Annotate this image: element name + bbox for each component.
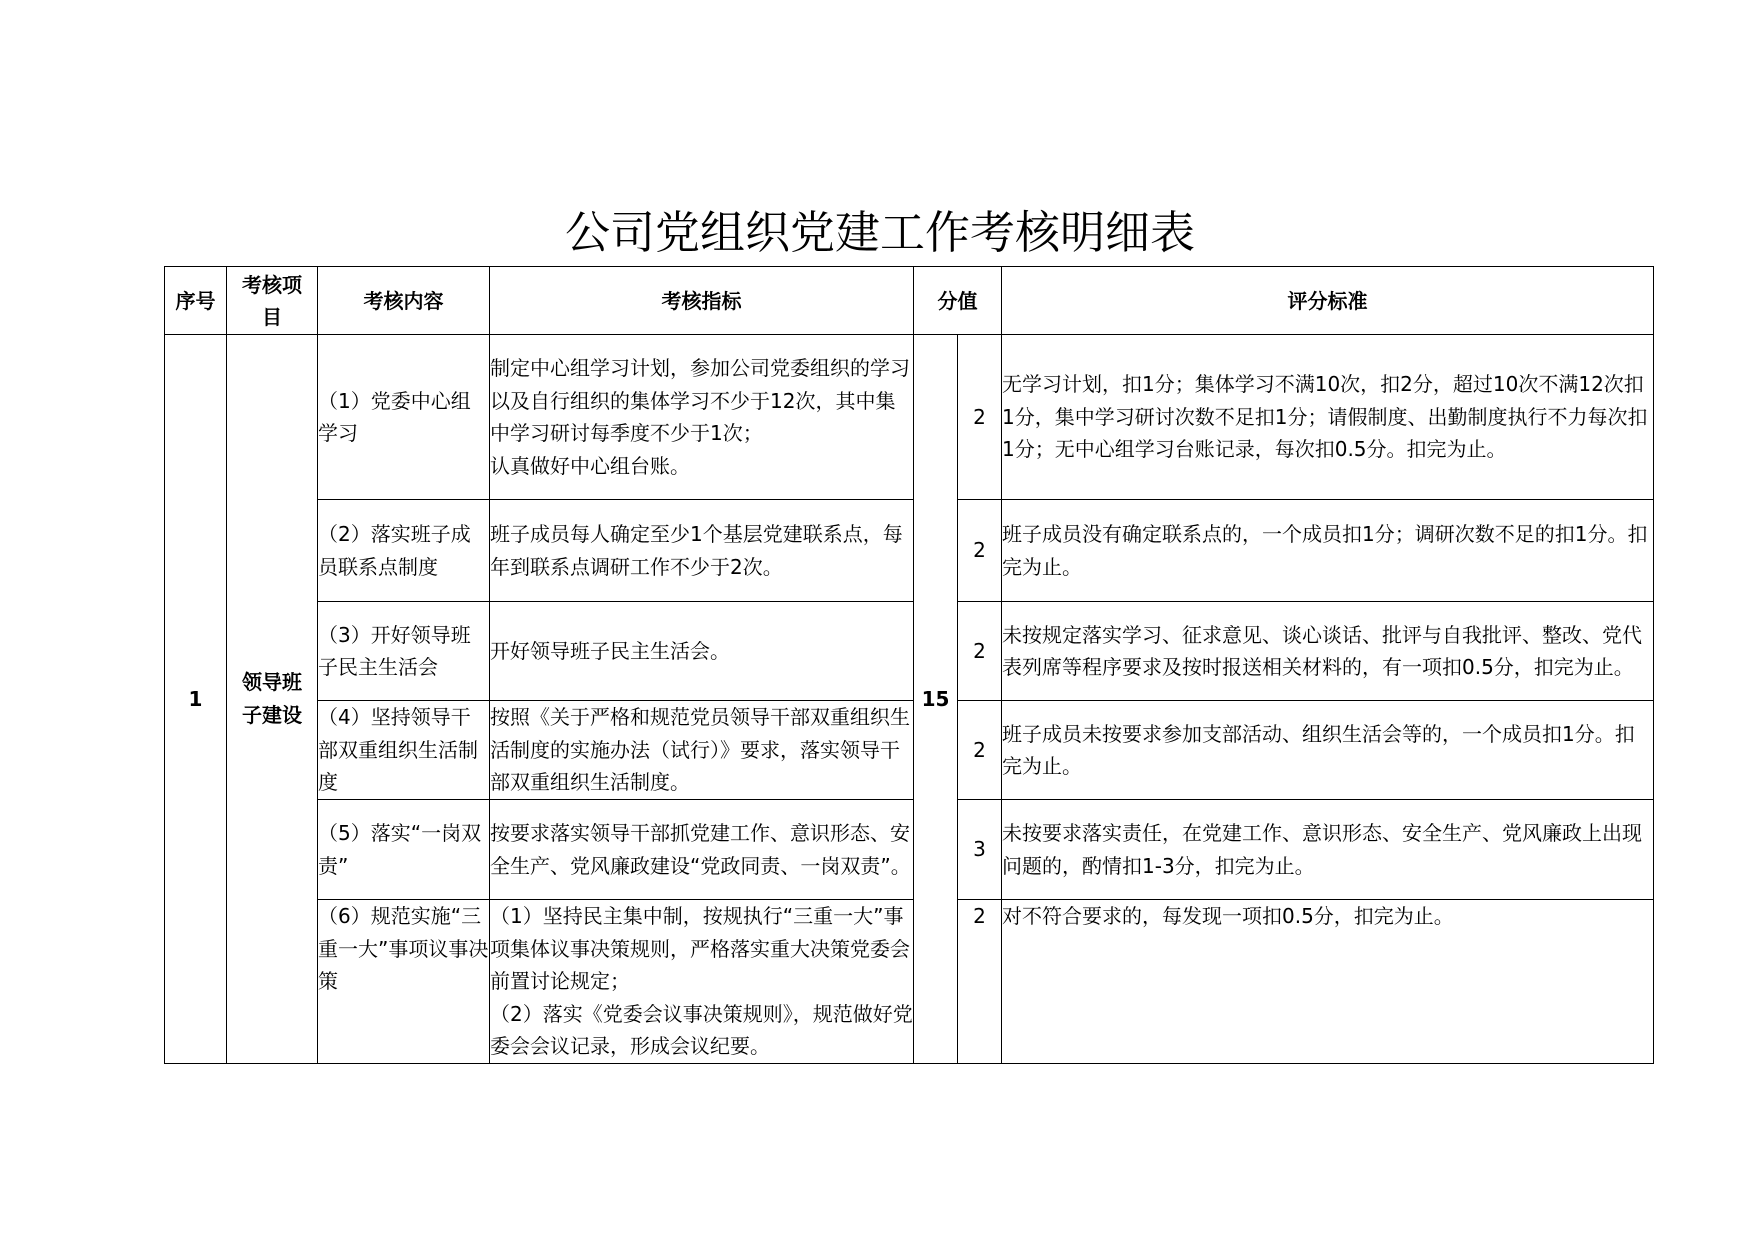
table-row — [165, 602, 1654, 701]
row-indicator — [490, 500, 914, 602]
assessment-table — [164, 266, 1654, 1064]
indicator-line: 按要求落实领导干部抓党建工作、意识形态、安全生产、党风廉政建设“党政同责、一岗双责”。 — [490, 821, 911, 878]
page-title: 公司党组织党建工作考核明细表 — [564, 206, 1195, 259]
row-score: 2 — [958, 335, 1002, 500]
row-criteria: 未按规定落实学习、征求意见、谈心谈话、批评与自我批评、整改、党代表列席等程序要求及按时报送相关材料的，有一项扣0.5分，扣完为止。 — [1002, 602, 1654, 701]
table-row — [165, 900, 1654, 1064]
header-seq: 序号 — [165, 267, 227, 335]
row-criteria: 无学习计划，扣1分；集体学习不满10次，扣2分，超过10次不满12次扣1分，集中学习研讨次数不足扣1分；请假制度、出勤制度执行不力每次扣1分；无中心组学习台账记录，每次扣0.5分。扣完为止。 — [1002, 335, 1654, 500]
table-row — [165, 800, 1654, 900]
row-score: 2 — [958, 701, 1002, 800]
section-item — [227, 335, 318, 1064]
row-content: （5）落实“一岗双责” — [318, 800, 490, 900]
header-content: 考核内容 — [318, 267, 490, 335]
row-score: 2 — [958, 500, 1002, 602]
row-score: 2 — [958, 900, 1002, 1064]
section-seq: 1 — [165, 335, 227, 1064]
row-score: 3 — [958, 800, 1002, 900]
row-indicator — [490, 900, 914, 1064]
row-criteria: 班子成员未按要求参加支部活动、组织生活会等的，一个成员扣1分。扣完为止。 — [1002, 701, 1654, 800]
indicator-line: 开好领导班子民主生活会。 — [490, 638, 730, 663]
indicator-line: 按照《关于严格和规范党员领导干部双重组织生活制度的实施办法（试行）》要求，落实领导干部双重组织生活制度。 — [490, 705, 910, 795]
row-content: （6）规范实施“三重一大”事项议事决策 — [318, 900, 490, 1064]
indicator-line: 认真做好中心组台账。 — [490, 453, 690, 478]
header-item — [227, 267, 318, 335]
row-content: （4）坚持领导干部双重组织生活制度 — [318, 701, 490, 800]
indicator-line: 制定中心组学习计划，参加公司党委组织的学习以及自行组织的集体学习不少于12次，其中集中学习研讨每季度不少于1次； — [490, 356, 910, 445]
row-indicator — [490, 800, 914, 900]
row-indicator — [490, 602, 914, 701]
row-content: （3）开好领导班子民主生活会 — [318, 602, 490, 701]
header-criteria: 评分标准 — [1002, 267, 1654, 335]
indicator-line: 班子成员每人确定至少1个基层党建联系点，每年到联系点调研工作不少于2次。 — [490, 522, 903, 579]
header-indicator: 考核指标 — [490, 267, 914, 335]
row-score: 2 — [958, 602, 1002, 701]
row-criteria: 班子成员没有确定联系点的，一个成员扣1分；调研次数不足的扣1分。扣完为止。 — [1002, 500, 1654, 602]
table-row — [165, 335, 1654, 500]
table-row — [165, 500, 1654, 602]
row-indicator — [490, 701, 914, 800]
section-item-text: 领导班子建设 — [242, 670, 302, 727]
indicator-line: （2）落实《党委会议事决策规则》，规范做好党委会会议记录，形成会议纪要。 — [490, 1001, 913, 1058]
section-total-score: 15 — [914, 335, 958, 1064]
row-criteria: 未按要求落实责任，在党建工作、意识形态、安全生产、党风廉政上出现问题的，酌情扣1-3分，扣完为止。 — [1002, 800, 1654, 900]
indicator-line: （1）坚持民主集中制，按规执行“三重一大”事项集体议事决策规则，严格落实重大决策党委会前置讨论规定； — [490, 904, 910, 993]
row-content: （1）党委中心组学习 — [318, 335, 490, 500]
header-row — [165, 267, 1654, 335]
header-item-text: 考核项目 — [242, 272, 302, 329]
row-indicator — [490, 335, 914, 500]
header-score: 分值 — [914, 267, 1002, 335]
row-criteria: 对不符合要求的，每发现一项扣0.5分，扣完为止。 — [1002, 900, 1654, 1064]
table-row — [165, 701, 1654, 800]
row-content: （2）落实班子成员联系点制度 — [318, 500, 490, 602]
